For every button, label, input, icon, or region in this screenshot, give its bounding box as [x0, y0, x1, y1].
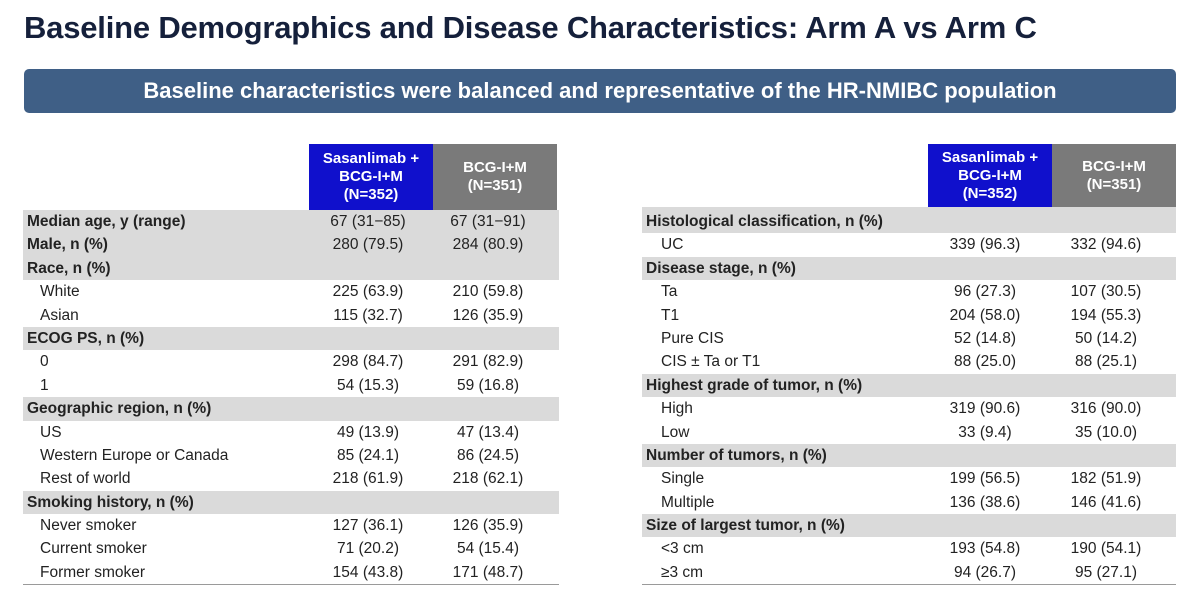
table-row [642, 327, 1176, 350]
table-row [642, 280, 1176, 303]
table-row [23, 257, 559, 280]
value-arm-a: 193 (54.8) [949, 540, 1021, 558]
value-arm-c: 95 (27.1) [1074, 563, 1138, 581]
table-row [23, 514, 559, 537]
row-label: T1 [661, 306, 680, 324]
value-arm-a: 319 (90.6) [949, 400, 1021, 418]
value-arm-a: 33 (9.4) [958, 423, 1012, 441]
table-row [642, 304, 1176, 327]
row-label: <3 cm [661, 540, 704, 558]
row-label: Pure CIS [661, 329, 724, 347]
value-arm-a: 94 (26.7) [953, 563, 1017, 581]
value-arm-c: 332 (94.6) [1070, 236, 1142, 254]
demographics-table [23, 144, 559, 585]
table-header [642, 144, 1176, 207]
value-arm-c: 291 (82.9) [452, 353, 524, 371]
value-arm-a: 115 (32.7) [333, 306, 403, 324]
value-arm-a: 71 (20.2) [336, 540, 400, 558]
value-arm-a: 280 (79.5) [332, 236, 404, 254]
value-arm-c: 171 (48.7) [452, 563, 524, 581]
table-row [642, 350, 1176, 373]
row-label: CIS ± Ta or T1 [661, 353, 761, 371]
value-arm-a: 49 (13.9) [336, 423, 400, 441]
value-arm-a: 298 (84.7) [332, 353, 404, 371]
table-row [23, 421, 559, 444]
row-label: Histological classification, n (%) [646, 213, 883, 230]
value-arm-c: 88 (25.1) [1074, 353, 1138, 371]
table-row [642, 210, 1176, 233]
row-label: Never smoker [40, 517, 137, 535]
value-arm-a: 218 (61.9) [332, 470, 404, 488]
table-row [23, 280, 559, 303]
value-arm-a: 339 (96.3) [949, 236, 1021, 254]
value-arm-c: 35 (10.0) [1074, 423, 1138, 441]
value-arm-c: 190 (54.1) [1070, 540, 1142, 558]
row-label: ≥3 cm [661, 563, 704, 581]
row-label: US [40, 423, 62, 441]
row-label: Race, n (%) [27, 259, 111, 277]
table-row [642, 444, 1176, 467]
value-arm-c: 284 (80.9) [452, 236, 524, 254]
value-arm-a: 52 (14.8) [953, 329, 1017, 347]
row-label: 1 [40, 376, 49, 394]
table-row [23, 374, 559, 397]
table-row [23, 304, 559, 327]
row-label: ECOG PS, n (%) [27, 329, 145, 347]
value-arm-a: 54 (15.3) [336, 376, 400, 394]
table-row [23, 561, 559, 584]
value-arm-c: 47 (13.4) [456, 423, 520, 441]
table-row [642, 467, 1176, 490]
slide-title: Baseline Demographics and Disease Characteristics: Arm A vs Arm C [24, 10, 1037, 45]
table-row [642, 374, 1176, 397]
value-arm-a: 85 (24.1) [336, 446, 400, 464]
table-row [23, 397, 559, 420]
row-label: Size of largest tumor, n (%) [646, 517, 845, 535]
row-label: Median age, y (range) [27, 213, 186, 230]
header-arm-c: BCG-I+M (N=351) [1052, 144, 1176, 207]
table-row [23, 350, 559, 373]
table-row [23, 467, 559, 490]
table-row [23, 537, 559, 560]
value-arm-a: 136 (38.6) [949, 493, 1021, 511]
row-label: Highest grade of tumor, n (%) [646, 376, 863, 394]
row-label: Single [661, 470, 705, 488]
value-arm-c: 210 (59.8) [452, 283, 524, 301]
value-arm-c: 146 (41.6) [1070, 493, 1142, 511]
row-label: Asian [40, 306, 79, 324]
header-arm-a: Sasanlimab + BCG-I+M (N=352) [928, 144, 1052, 207]
row-label: Geographic region, n (%) [27, 400, 212, 418]
row-label: 0 [40, 353, 49, 371]
value-arm-a: 127 (36.1) [332, 517, 404, 535]
row-label: Male, n (%) [27, 236, 108, 254]
value-arm-a: 67 (31−85) [330, 213, 406, 230]
row-label: Rest of world [40, 470, 131, 488]
table-row [23, 233, 559, 256]
table-row [23, 444, 559, 467]
value-arm-c: 126 (35.9) [452, 517, 524, 535]
row-label: Western Europe or Canada [40, 446, 229, 464]
header-arm-a: Sasanlimab + BCG-I+M (N=352) [309, 144, 433, 210]
value-arm-c: 194 (55.3) [1070, 306, 1142, 324]
value-arm-c: 50 (14.2) [1074, 329, 1138, 347]
row-label: Smoking history, n (%) [27, 493, 194, 511]
value-arm-c: 86 (24.5) [456, 446, 520, 464]
table-row [642, 491, 1176, 514]
table-row [642, 421, 1176, 444]
table-row [642, 537, 1176, 560]
table-row [642, 397, 1176, 420]
value-arm-c: 126 (35.9) [452, 306, 524, 324]
header-arm-c: BCG-I+M (N=351) [433, 144, 557, 210]
table-row [642, 257, 1176, 280]
table-row [23, 210, 559, 233]
table-row [23, 327, 559, 350]
row-label: UC [661, 236, 684, 254]
table-row [642, 561, 1176, 584]
value-arm-a: 199 (56.5) [949, 470, 1021, 488]
value-arm-c: 316 (90.0) [1070, 400, 1142, 418]
row-label: Disease stage, n (%) [646, 259, 796, 277]
row-label: Number of tumors, n (%) [646, 446, 827, 464]
value-arm-a: 96 (27.3) [953, 283, 1017, 301]
row-label: High [661, 400, 693, 418]
value-arm-a: 204 (58.0) [949, 306, 1021, 324]
summary-banner: Baseline characteristics were balanced and representative of the HR-NMIBC population [24, 69, 1176, 113]
value-arm-a: 88 (25.0) [953, 353, 1017, 371]
row-label: White [40, 283, 80, 301]
value-arm-c: 54 (15.4) [456, 540, 520, 558]
table-row [642, 233, 1176, 256]
value-arm-c: 218 (62.1) [452, 470, 524, 488]
row-label: Multiple [661, 493, 715, 511]
table-divider [642, 584, 1176, 585]
value-arm-c: 182 (51.9) [1070, 470, 1142, 488]
table-divider [23, 584, 559, 585]
value-arm-c: 107 (30.5) [1070, 283, 1142, 301]
value-arm-c: 59 (16.8) [456, 376, 520, 394]
table-row [23, 491, 559, 514]
table-row [642, 514, 1176, 537]
disease-characteristics-table [642, 144, 1176, 585]
value-arm-c: 67 (31−91) [450, 213, 526, 230]
value-arm-a: 225 (63.9) [332, 283, 404, 301]
row-label: Former smoker [40, 563, 146, 581]
table-header [23, 144, 559, 210]
value-arm-a: 154 (43.8) [332, 563, 404, 581]
row-label: Ta [661, 283, 678, 301]
row-label: Low [661, 423, 690, 441]
row-label: Current smoker [40, 540, 147, 558]
